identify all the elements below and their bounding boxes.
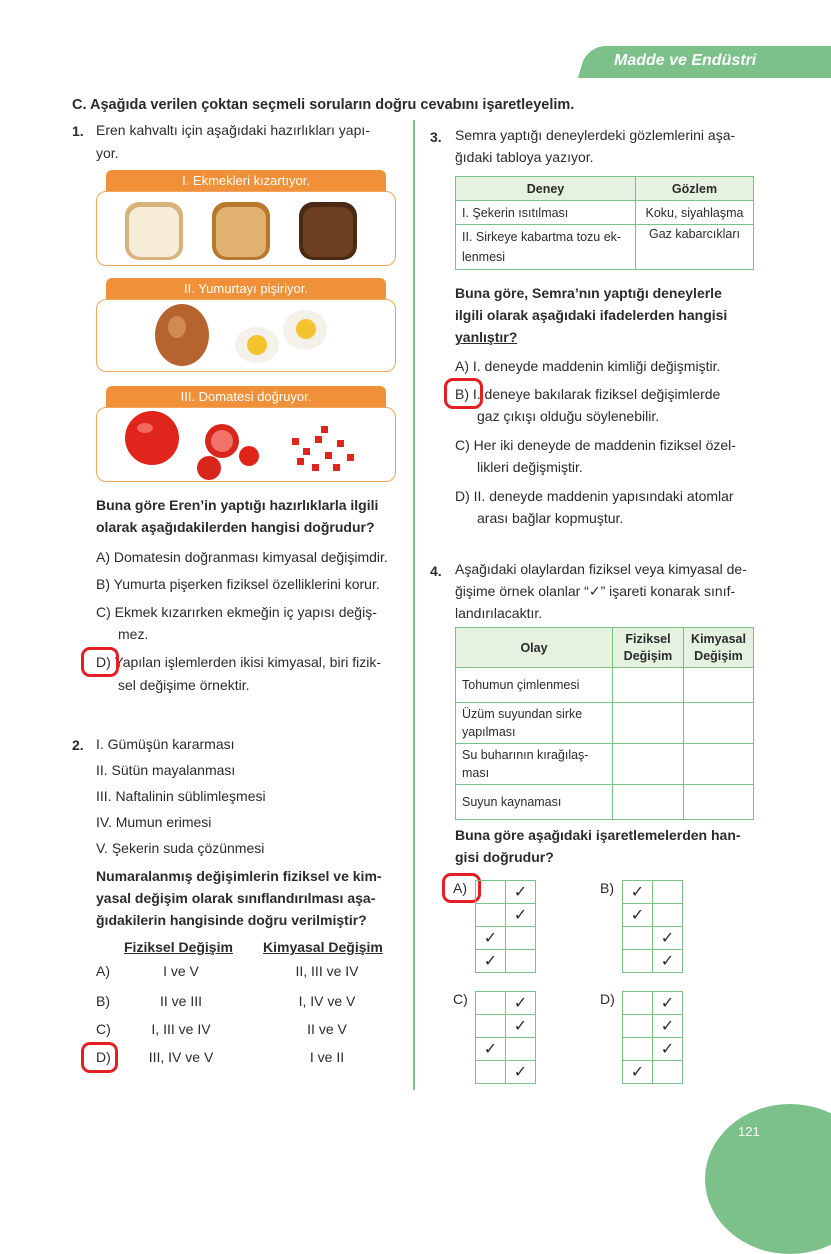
check-mark: ✓ — [623, 904, 653, 927]
q3-table — [455, 176, 754, 270]
q3-prompt-line2: ilgili olarak aşağıdaki ifadelerden hangisi — [455, 307, 728, 323]
q4-option-b-grid[interactable] — [622, 880, 683, 973]
q2-col-physical: Fiziksel Değişim — [124, 939, 233, 955]
tomato-illustration — [97, 408, 394, 480]
q4-event-4: Suyun kaynaması — [456, 785, 613, 820]
q2-option-d-letter[interactable]: D) — [96, 1049, 111, 1065]
toast-illustration — [97, 192, 394, 264]
column-divider — [413, 120, 415, 1090]
q2-prompt-line3: ğıdakilerin hangisinde doğru verilmiştir? — [96, 912, 367, 928]
q2-item-5: V. Şekerin suda çözünmesi — [96, 840, 265, 856]
panel-3-box — [96, 407, 396, 482]
q4-prompt-line1: Buna göre aşağıdaki işaretlemelerden han- — [455, 827, 741, 843]
q4-table — [455, 627, 754, 820]
q4-head-olay: Olay — [456, 628, 613, 668]
q2-option-b-chem: I, IV ve V — [298, 993, 356, 1009]
q2-option-a-phys: I ve V — [163, 963, 199, 979]
q1-option-a[interactable]: A) Domatesin doğranması kimyasal değişimdir. — [96, 549, 388, 565]
q3-row2-deney-line2: lenmesi — [462, 250, 506, 264]
panel-1-label: I. Ekmekleri kızartıyor. — [106, 170, 386, 192]
q2-item-3: III. Naftalinin süblimleşmesi — [96, 788, 266, 804]
bread-burnt — [299, 202, 357, 260]
q2-option-c-phys: I, III ve IV — [151, 1021, 211, 1037]
panel-2-label: II. Yumurtayı pişiriyor. — [106, 278, 386, 300]
q2-option-a-letter[interactable]: A) — [96, 963, 110, 979]
q4-text-line3: landırılacaktır. — [455, 605, 543, 621]
check-mark: ✓ — [506, 904, 536, 927]
page-number-badge — [705, 1104, 831, 1254]
q2-option-b-phys: II ve III — [159, 993, 202, 1009]
q3-row1-deney: I. Şekerin ısıtılması — [456, 201, 636, 225]
check-mark: ✓ — [506, 881, 536, 904]
answer-mark-q3 — [444, 378, 483, 409]
check-mark: ✓ — [506, 1015, 536, 1038]
section-title: C. Aşağıda verilen çoktan seçmeli soruların doğru cevabını işaretleyelim. — [72, 97, 575, 113]
check-mark: ✓ — [506, 992, 536, 1015]
q2-option-c-chem: II ve V — [307, 1021, 347, 1037]
q1-option-c-line2: mez. — [118, 626, 149, 642]
q4-option-a-letter[interactable]: A) — [453, 880, 467, 896]
q3-option-a[interactable]: A) I. deneyde maddenin kimliği değişmiştir. — [455, 358, 721, 374]
q3-option-c-line2: likleri değişmiştir. — [477, 459, 583, 475]
q2-col-chemical: Kimyasal Değişim — [263, 939, 383, 955]
q1-option-b[interactable]: B) Yumurta pişerken fiziksel özelliklerini korur. — [96, 576, 380, 592]
q4-event-2 — [456, 703, 613, 744]
q3-table-head-deney: Deney — [456, 177, 636, 201]
q3-number: 3. — [430, 129, 442, 145]
q2-prompt-line1: Numaralanmış değişimlerin fiziksel ve kim- — [96, 868, 382, 884]
q2-option-d-phys: III, IV ve V — [148, 1049, 214, 1065]
q4-head-chemical-line2: Değişim — [694, 648, 743, 663]
q2-number: 2. — [72, 737, 84, 753]
q3-prompt-line3: yanlıştır? — [455, 329, 518, 345]
q2-option-c-letter[interactable]: C) — [96, 1021, 111, 1037]
check-mark: ✓ — [506, 1061, 536, 1084]
check-mark: ✓ — [623, 1061, 653, 1084]
q4-head-physical-line1: Fiziksel — [625, 631, 671, 646]
q3-prompt-line1: Buna göre, Semra’nın yaptığı deneylerle — [455, 285, 722, 301]
q2-item-2: II. Sütün mayalanması — [96, 762, 236, 778]
bread-toasted — [212, 202, 270, 260]
q4-text-line1: Aşağıdaki olaylardan fiziksel veya kimyasal de- — [455, 561, 747, 577]
q2-option-b-letter[interactable]: B) — [96, 993, 110, 1009]
q4-event-3-line1: Su buharının kırağılaş- — [462, 748, 589, 762]
tomato-whole — [125, 411, 179, 465]
page-number: 121 — [738, 1124, 760, 1139]
q4-option-b-letter[interactable]: B) — [600, 880, 614, 896]
q3-table-head-gozlem: Gözlem — [636, 177, 754, 201]
answer-mark-q2 — [81, 1042, 118, 1073]
q4-event-2-line2: yapılması — [462, 725, 516, 739]
tomato-diced — [292, 426, 354, 471]
check-mark: ✓ — [623, 881, 653, 904]
q4-number: 4. — [430, 563, 442, 579]
q4-option-d-letter[interactable]: D) — [600, 991, 615, 1007]
check-mark: ✓ — [476, 1038, 506, 1061]
q2-item-1: I. Gümüşün kararması — [96, 736, 235, 752]
bread-plain — [125, 202, 183, 260]
egg-illustration — [97, 300, 394, 370]
q3-row2-gozlem: Gaz kabarcıkları — [636, 225, 754, 270]
q1-prompt-line2: olarak aşağıdakilerden hangisi doğrudur? — [96, 519, 375, 535]
panel-3-label: III. Domatesi doğruyor. — [106, 386, 386, 408]
q2-option-a-chem: II, III ve IV — [295, 963, 359, 979]
q3-option-d-line2: arası bağlar kopmuştur. — [477, 510, 624, 526]
q2-option-d-chem: I ve II — [309, 1049, 345, 1065]
q4-head-physical — [613, 628, 684, 668]
q4-event-3-line2: ması — [462, 766, 490, 780]
q4-option-a-grid[interactable] — [475, 880, 536, 973]
q3-option-b-line2: gaz çıkışı olduğu söylenebilir. — [477, 408, 660, 424]
q1-option-c-line1[interactable]: C) Ekmek kızarırken ekmeğin iç yapısı değiş- — [96, 604, 377, 620]
q4-head-physical-line2: Değişim — [623, 648, 673, 663]
q1-number: 1. — [72, 123, 84, 139]
q1-option-d-line1[interactable]: D) Yapılan işlemlerden ikisi kimyasal, biri fizik- — [96, 654, 382, 670]
q4-head-chemical-line1: Kimyasal — [691, 631, 746, 646]
q4-event-3 — [456, 744, 613, 785]
section-tag: Madde ve Endüstri — [614, 52, 757, 69]
q1-prompt-line1: Buna göre Eren’in yaptığı hazırlıklarla ilgili — [96, 497, 379, 513]
q2-item-4: IV. Mumun erimesi — [96, 814, 212, 830]
q3-row2-deney-line1: II. Sirkeye kabartma tozu ek- — [462, 230, 622, 244]
q4-event-1: Tohumun çimlenmesi — [456, 668, 613, 703]
check-mark: ✓ — [653, 950, 683, 973]
q4-head-chemical — [684, 628, 754, 668]
panel-1-box — [96, 191, 396, 266]
q3-text-line2: ğıdaki tabloya yazıyor. — [455, 149, 594, 165]
q4-option-c-letter[interactable]: C) — [453, 991, 468, 1007]
q3-text-line1: Semra yaptığı deneylerdeki gözlemlerini aşa- — [455, 127, 736, 143]
q2-prompt-line2: yasal değişim olarak sınıflandırılması aşa- — [96, 890, 376, 906]
check-mark: ✓ — [653, 992, 683, 1015]
check-mark: ✓ — [653, 927, 683, 950]
q4-prompt-line2: gisi doğrudur? — [455, 849, 554, 865]
q1-text-line1: Eren kahvaltı için aşağıdaki hazırlıkları yapı- — [96, 122, 370, 138]
check-mark: ✓ — [476, 950, 506, 973]
check-mark: ✓ — [653, 1015, 683, 1038]
q3-option-c-line1[interactable]: C) Her iki deneyde de maddenin fiziksel özel- — [455, 437, 736, 453]
q3-row2-deney — [456, 225, 636, 270]
q3-option-b-line1[interactable]: B) I. deneye bakılarak fiziksel değişimlerde — [455, 386, 721, 402]
check-mark: ✓ — [653, 1038, 683, 1061]
q4-option-d-grid[interactable] — [622, 991, 683, 1084]
q3-row1-gozlem: Koku, siyahlaşma — [636, 201, 754, 225]
q1-text-line2: yor. — [96, 145, 119, 161]
q4-text-line2: ğişime örnek olanlar “✓” işareti konarak sınıf- — [455, 583, 736, 599]
q4-event-2-line1: Üzüm suyundan sirke — [462, 707, 583, 721]
q1-option-d-line2: sel değişime örnektir. — [118, 677, 250, 693]
panel-2-box — [96, 299, 396, 372]
answer-mark-q1 — [81, 647, 119, 677]
q3-option-d-line1[interactable]: D) II. deneyde maddenin yapısındaki atomlar — [455, 488, 734, 504]
check-mark: ✓ — [476, 927, 506, 950]
q4-option-c-grid[interactable] — [475, 991, 536, 1084]
